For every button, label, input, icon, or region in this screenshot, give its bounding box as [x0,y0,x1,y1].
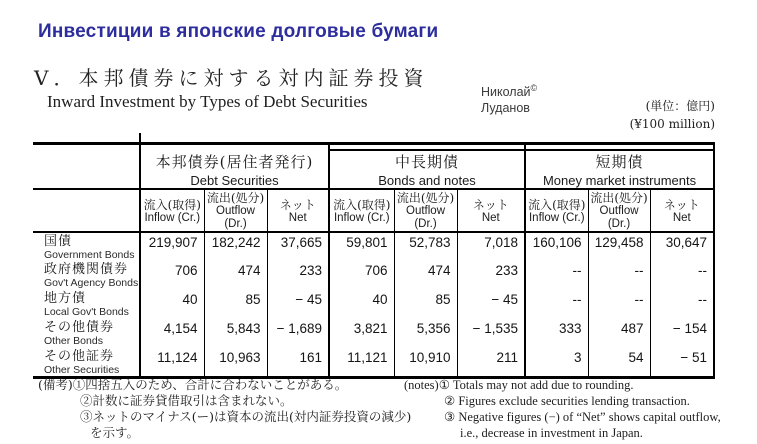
cell-value: -- [525,261,588,290]
col-header-net: ネット Net [267,189,329,232]
column-tick-mark [139,133,141,142]
row-label: 国債 Government Bonds [44,234,135,261]
units-note [630,97,715,133]
table-row-other-bonds [33,319,714,348]
cell-value: − 154 [650,319,714,348]
notes-label: (備考) [38,377,73,392]
row-label-subheader [33,189,140,232]
copyright-mark: © [530,83,538,93]
securities-table [33,142,715,379]
cell-value: 474 [394,261,457,290]
cell-value: 233 [267,261,329,290]
watermark-name: Николай [481,85,531,100]
row-label: その他債券 Other Bonds [44,320,115,347]
cell-value: 5,356 [394,319,457,348]
table-row-local-gov-bonds [33,290,714,319]
note-text: ③ネットのマイナス(ー)は資本の流出(対内証券投資の減少) [80,409,412,424]
group-title-en: Bonds and notes [378,173,476,188]
cell-value: 59,801 [329,232,394,261]
col-header-net: ネット Net [457,189,525,232]
document-title-japanese: Ⅴ．本邦債券に対する対内証券投資 [34,66,429,90]
cell-value: -- [525,290,588,319]
securities-table-container [33,142,714,379]
col-header-outflow: 流出(処分) Outflow (Dr.) [588,189,650,232]
cell-value: 10,910 [394,348,457,378]
cell-value: -- [588,290,650,319]
cell-value: 3 [525,348,588,378]
row-label-header [33,144,140,190]
sub-header-row [33,189,714,232]
cell-value: 37,665 [267,232,329,261]
notes-english [404,377,721,441]
cell-value: 11,121 [329,348,394,378]
note-line [38,377,411,393]
group-header-debt-securities [140,144,329,190]
cell-value: 487 [588,319,650,348]
cell-value: 129,458 [588,232,650,261]
note-line [38,393,411,409]
col-header-inflow: 流入(取得) Inflow (Cr.) [329,189,394,232]
notes-label: (notes) [404,378,439,392]
units-english: (¥100 million) [629,117,715,131]
table-row-government-bonds [33,232,714,261]
cell-value: 11,124 [140,348,204,378]
cell-value: 233 [457,261,525,290]
cell-value: 211 [457,348,525,378]
group-header-row [33,144,714,190]
col-header-outflow: 流出(処分) Outflow (Dr.) [204,189,267,232]
cell-value: 161 [267,348,329,378]
watermark-surname: Луданов [481,100,530,115]
note-text: ② Figures exclude securities lending transaction. [444,394,690,408]
document-title-english: Inward Investment by Types of Debt Securities [47,92,368,111]
col-header-inflow: 流入(取得) Inflow (Cr.) [140,189,204,232]
cell-value: 333 [525,319,588,348]
cell-value: − 1,535 [457,319,525,348]
note-text: i.e., decrease in investment in Japan. [460,426,643,440]
note-text: ②計数に証券貸借取引は含まれない。 [80,393,293,408]
note-text: ①四捨五入のため、合計に合わないことがある。 [72,377,348,392]
page-title: Инвестиции в японские долговые бумаги [38,21,439,42]
col-header-net: ネット Net [650,189,714,232]
cell-value: − 1,689 [267,319,329,348]
note-line [38,409,411,425]
cell-value: 85 [204,290,267,319]
watermark [481,83,537,116]
cell-value: 54 [588,348,650,378]
notes-japanese [38,377,411,441]
units-japanese: (単位：億円) [645,99,715,113]
cell-value: − 45 [457,290,525,319]
group-title-jp: 中長期債 [395,153,460,171]
cell-value: -- [650,290,714,319]
cell-value: 219,907 [140,232,204,261]
row-label: 地方債 Local Gov't Bonds [44,291,129,318]
cell-value: 3,821 [329,319,394,348]
cell-value: − 45 [267,290,329,319]
col-header-inflow: 流入(取得) Inflow (Cr.) [525,189,588,232]
cell-value: 40 [329,290,394,319]
note-line [404,393,721,409]
cell-value: 30,647 [650,232,714,261]
cell-value: 10,963 [204,348,267,378]
cell-value: 474 [204,261,267,290]
cell-value: 182,242 [204,232,267,261]
cell-value: 706 [140,261,204,290]
group-header-money-market [525,144,714,190]
cell-value: 160,106 [525,232,588,261]
table-row-other-securities [33,348,714,378]
cell-value: − 51 [650,348,714,378]
cell-value: 7,018 [457,232,525,261]
note-line [404,425,721,441]
cell-value: -- [650,261,714,290]
cell-value: 52,783 [394,232,457,261]
note-text: を示す。 [90,425,140,440]
row-label: 政府機関債券 Gov't Agency Bonds [44,262,139,289]
cell-value: -- [588,261,650,290]
note-text: ③ Negative figures (−) of “Net” shows capital outflow, [444,410,721,424]
group-title-en: Money market instruments [542,173,697,188]
col-header-outflow: 流出(処分) Outflow (Dr.) [394,189,457,232]
row-label: その他証券 Other Securities [44,349,120,376]
cell-value: 40 [140,290,204,319]
group-title-jp: 本邦債券(居住者発行) [155,153,314,171]
note-line [404,409,721,425]
cell-value: 5,843 [204,319,267,348]
group-title-en: Debt Securities [190,173,279,188]
cell-value: 4,154 [140,319,204,348]
note-text: ① Totals may not add due to rounding. [438,378,634,392]
group-header-bonds-and-notes [329,144,525,190]
group-title-jp: 短期債 [595,153,644,171]
note-line [404,377,721,393]
cell-value: 85 [394,290,457,319]
note-line [38,425,411,441]
table-row-agency-bonds [33,261,714,290]
cell-value: 706 [329,261,394,290]
